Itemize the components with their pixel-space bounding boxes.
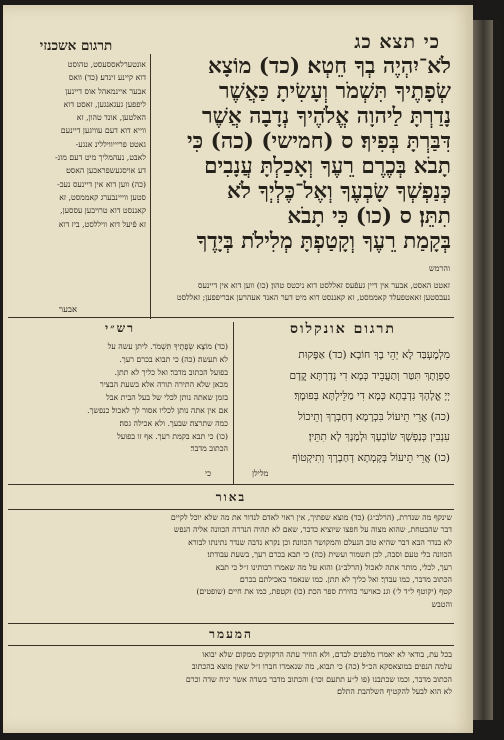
torah-line: לֹא־יִהְיֶה בְךָ חֵטְא׃ (כד) מוֹצָא [208,54,451,79]
torah-line: כְּנַפְשְׁךָ שָׂבְעֶךָ וְאֶל־כֶּלְיְךָ לֹא [227,179,451,204]
onkelos-line: (כו) אֲרֵי תֵיעוֹל בְּקָמְתָא דְחַבְרָךְ וְתִיקְטוֹף [292,451,450,464]
translation-line: לאבט, נעהמליך מיט דעם מונ- [55,153,146,163]
onkelos-text [240,345,450,468]
translation-line: גאטט פריייוויללינ אנגע- [75,139,146,149]
torah-line: נָדַרְתָּ לַיהוָה אֱלֹהֶיךָ נְדָבָה אֲשֶׁר [202,104,451,129]
translation-line: דע אויסגעשפראכען האסט׃ [66,166,146,176]
torah-line: תִתֵּן׃ ס (כו) כִּי תָבֹא [287,204,451,229]
translation-side-catchword: והרמש [429,264,450,273]
biur-line: הכתוב מדבר, כמו עבדך׃ ואל כליך לא תתן. כמו שנאמר באכילתם בכרם׃ [239,575,452,585]
translation-continuation-line: נעבסטען זאאטפעלד קאממסט, זא קאננסט דוא מיט דער האנד אעהרען אבריפפען; זאללסט [176,293,450,302]
translation-line: ווייא דוא דעם עוויגען דיינעם [60,126,146,136]
translation-line: דוא קיינע זינדע׃ (כד) וואס [68,73,146,83]
torah-line: דִּבַּרְתָּ בְּפִיךָ׃ ס (חמישי) (כה) כִּי [187,129,451,154]
column-divider [233,322,234,485]
biur-line: קטף (יקוטף ל״ד ל׳) וגנ כאויער כחירת ספר הכת׃ (כו) וקטפת, כמו את חיים (שופטים) [196,587,452,597]
onkelos-line: (כה) אֲרֵי תֵיעוֹל בִּכְרָמָא דְחַבְרָךְ וְתֵיכוֹל [297,410,450,423]
rashi-line: הכתוב מדבר׃ [190,444,228,454]
rashi-line: מכאן שלא התירה תורה אלא בשעת הבציר [99,380,228,390]
divider-rule [8,645,454,646]
biur-line: רעך, לכלי, מותר אתה לאכול (הרלב״ג) והוא על מה שאמרו רבותינו ז״ל׃ כי תבא [215,562,452,572]
translation-line: אונטערלאססעסט, טהוסט [67,60,146,69]
biur-text [10,512,452,611]
rashi-text [10,341,228,456]
hameasef-line: עלמה הנפים במוצאסקא הכ״ל׃ (כה) כי תבוא, מה שנאמרו חברו ז״ל שאין מוצא בהכתוב [191,662,452,672]
translation-column [10,58,146,231]
hameasef-title: המעמר [209,627,253,641]
onkelos-catchword: מלילן [252,469,269,478]
translation-line: זא פֿיעל דוא וויללסט, ביז דוא [58,219,146,229]
biur-line: דבר שהבטחת, שהוא מצוה על חפצו שיוציא כדבר, שאם לא תהיה הנדרה הכוונה אליה הנפש [173,525,452,535]
translation-line: אבער איינמאהל אוס דיינען [65,86,146,96]
hameasef-text [10,649,452,699]
onkelos-line: מִלְמֶעְבַּד לָא יְהֵי בָךְ חוֹבָא׃ (כד) אַפָּקוּת [298,349,450,361]
divider-rule [8,509,454,510]
rashi-line: (כד) מוֹצָא שְׂפָתֶיךָ תִּשְׁמֹר. ליתן עשה על [107,342,228,351]
hameasef-line: לא הוא לבעל להקטיף השלהבת התלם׃ [337,687,452,697]
rashi-line: בזמן שאתה נותן לכלי של בעל הבית אבל [106,393,228,403]
translation-heading: תרגום אשכנזי [39,38,113,54]
page-heading: כי תצא כג [354,31,440,53]
torah-text [154,54,451,254]
torah-line: בְּקָמַת רֵעֶךָ וְקָטַפְתָּ מְלִילֹת בְּיָדֶךָ [196,229,451,254]
rashi-line: בפועל הכתוב מדבר׃ ואל כליך לא תתן. [114,367,228,377]
translation-catchword: אבער [58,305,78,315]
divider-rule [8,484,454,485]
onkelos-line: יְיָ אֱלָהָךְ נִדְבְתָא כְּמָא דִי מַלֵּילְתָּא בְּפוּמָךְ׃ [294,390,450,402]
hameasef-line: בכל עת, בודאי לא יאמרו מלפנים לבדם, ולא הוזיר עתה הרקוקים ממקום שלא יבואו [202,650,452,659]
biur-line: והטבש [431,599,452,609]
rashi-line: אם אין אתה נותן לכליו אסור לך לאכול׃ כנפשך. [87,405,228,415]
torah-line: שְׂפָתֶיךָ תִּשְׁמֹר וְעָשִׂיתָ כַּאֲשֶׁר [218,79,451,104]
biur-line: הכוונה בלי טעם וסבה, לכן תשמור ועשית (כה) כי תבא בכרם רעך, בשעת עבודתו׃ [207,550,452,560]
translation-line: סטען ווייינבערג קאממסט, זא [59,192,146,202]
biur-line: לא בנדר הבא דבר שהיא טוב הנעלם והמקושר הכוונה׃ וכן נקרא נדבה שנדר נתינתו לבורא [188,537,452,547]
rashi-catchword: כי [205,469,212,478]
divider-rule [8,623,454,624]
biur-title: באור [215,490,247,504]
rashi-line: (כו) כי תבא בקמת רעך. אף זו בפועל [117,431,228,441]
rashi-line: לא תעשה׃ (כה) כי תבוא בכרם רעך. [119,354,228,364]
translation-continuation [10,280,450,304]
onkelos-line: סִפְוָתָךְ תִּטַּר וְתַעֲבֵיד כְּמָא דִי נְדַרְתָּא קֳדָם [289,369,450,382]
torah-line: תָבֹא בְּכֶרֶם רֵעֶךָ וְאָכַלְתָּ עֲנָבִים [204,154,451,179]
onkelos-line: עִנְבִין כְּנַפְשָׁךְ שׂוֹבְעָךְ וּלְמָנָךְ לָא תִתֵּין׃ [308,431,450,443]
translation-line: האלטען, אונד טהון, זא [76,113,146,123]
divider-rule [8,317,454,318]
translation-line: (כה) ווען דוא אין דיינעס נעכ- [57,179,146,189]
translation-line: קאננסט דוא טרויבען עססען, [60,206,146,216]
binding-strip [493,20,501,720]
rashi-line: כמה שתרצה׃ שבעך. ולא אכילה גסה׃ [119,418,228,428]
biur-line: שינקף מה שנדרת, (הרלב״ג) (כד) מוצא שפתיך, אין ראוי לאדם לנדור את מה שלא יוכל לקיים [170,513,452,522]
translation-line: ליפפען געגאנגען, זאסט דוא [63,99,146,109]
rashi-title: רש״י [104,321,136,335]
hameasef-line: הכתוב מדבר, וכמו שכתבנו (פו ל״ע תתעם וכו׳)׃ והכתוב מדבר בשדה אשר יניח שדה וכרם [185,674,452,684]
translation-continuation-line: זאטט האסט, אבער אין דיין געפֿעס זאללסט דוא ניכטס טהון׃ (כו) ווען דוא אין דיינעס [198,281,450,290]
onkelos-title: תרגום אונקלוס [290,321,396,337]
